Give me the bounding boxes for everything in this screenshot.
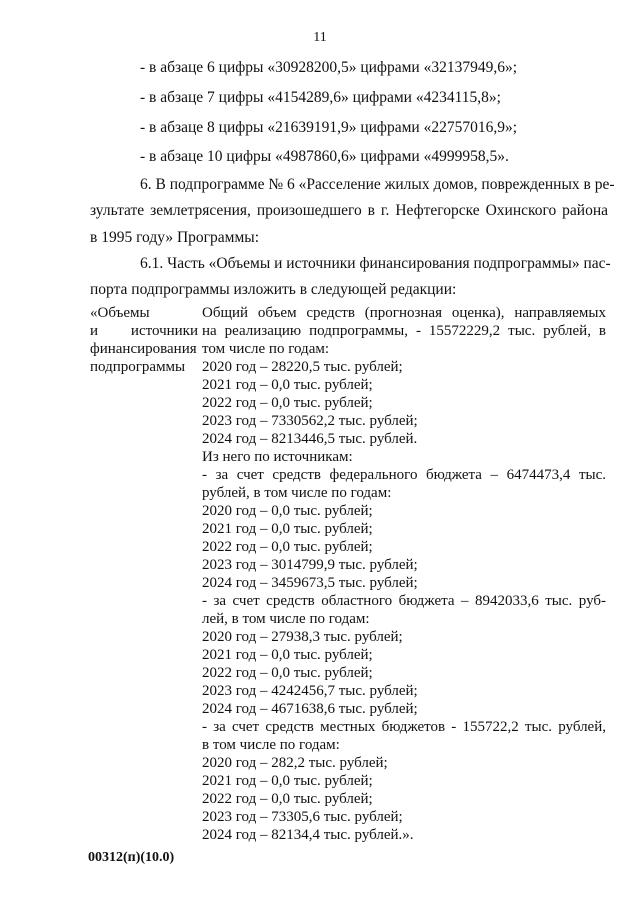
amendment-line: - в абзаце 8 цифры «21639191,9» цифрами «22757016,9»; (140, 119, 518, 136)
right-line: - за счет средств местных бюджетов - 155722,2 тыс. рублей, (202, 719, 606, 735)
right-line: 2020 год – 27938,3 тыс. рублей; (202, 629, 403, 645)
left-label: и источники (90, 323, 198, 339)
right-line: рублей, в том числе по годам: (202, 485, 392, 501)
right-line: 2020 год – 28220,5 тыс. рублей; (202, 359, 403, 375)
para6-line: 6. В подпрограмме № 6 «Расселение жилых домов, поврежденных в ре- (140, 176, 615, 193)
para61-line: порта подпрограммы изложить в следующей редакции: (90, 281, 457, 298)
para6-line: в 1995 году» Программы: (90, 229, 260, 246)
table-right-column (202, 304, 606, 844)
right-line: 2022 год – 0,0 тыс. рублей; (202, 395, 373, 411)
right-line: 2024 год – 82134,4 тыс. рублей.». (202, 827, 414, 843)
left-label: финансирования (90, 341, 197, 357)
right-line: - за счет средств федерального бюджета – 6474473,4 тыс. (202, 467, 606, 483)
page-number: 11 (313, 30, 327, 45)
document-code: 00312(п)(10.0) (88, 850, 175, 865)
right-line: 2024 год – 4671638,6 тыс. рублей; (202, 701, 418, 717)
amendment-line: - в абзаце 7 цифры «4154289,6» цифрами «4234115,8»; (140, 89, 501, 106)
amendment-line: - в абзаце 10 цифры «4987860,6» цифрами «4999958,5». (140, 148, 509, 165)
para6-line: зультате землетрясения, произошедшего в г. Нефтегорске Охинского района (90, 202, 608, 219)
right-line: том числе по годам: (202, 341, 330, 357)
right-line: 2023 год – 4242456,7 тыс. рублей; (202, 683, 418, 699)
right-line: 2020 год – 0,0 тыс. рублей; (202, 503, 373, 519)
table-left-column (90, 304, 198, 376)
right-line: - за счет средств областного бюджета – 8942033,6 тыс. руб- (202, 593, 606, 609)
right-line: 2021 год – 0,0 тыс. рублей; (202, 773, 373, 789)
para61-line: 6.1. Часть «Объемы и источники финансирования подпрограммы» пас- (140, 255, 611, 272)
right-line: 2021 год – 0,0 тыс. рублей; (202, 521, 373, 537)
right-line: 2024 год – 8213446,5 тыс. рублей. (202, 431, 418, 447)
left-label: подпрограммы (90, 359, 186, 375)
right-line: 2023 год – 3014799,9 тыс. рублей; (202, 557, 418, 573)
right-line: лей, в том числе по годам: (202, 611, 370, 627)
amendment-line: - в абзаце 6 цифры «30928200,5» цифрами «32137949,6»; (140, 59, 518, 76)
right-line: в том числе по годам: (202, 737, 340, 753)
right-line: 2021 год – 0,0 тыс. рублей; (202, 377, 373, 393)
right-line: 2022 год – 0,0 тыс. рублей; (202, 539, 373, 555)
right-line: 2022 год – 0,0 тыс. рублей; (202, 791, 373, 807)
right-line: 2024 год – 3459673,5 тыс. рублей; (202, 575, 418, 591)
right-line: Из него по источникам: (202, 449, 353, 465)
right-line: 2022 год – 0,0 тыс. рублей; (202, 665, 373, 681)
right-line: 2023 год – 7330562,2 тыс. рублей; (202, 413, 418, 429)
right-line: Общий объем средств (прогнозная оценка), направляемых (202, 305, 606, 321)
right-line: на реализацию подпрограммы, - 15572229,2 тыс. рублей, в (202, 323, 606, 339)
left-label: «Объемы (90, 305, 150, 321)
right-line: 2021 год – 0,0 тыс. рублей; (202, 647, 373, 663)
right-line: 2020 год – 282,2 тыс. рублей; (202, 755, 388, 771)
right-line: 2023 год – 73305,6 тыс. рублей; (202, 809, 403, 825)
